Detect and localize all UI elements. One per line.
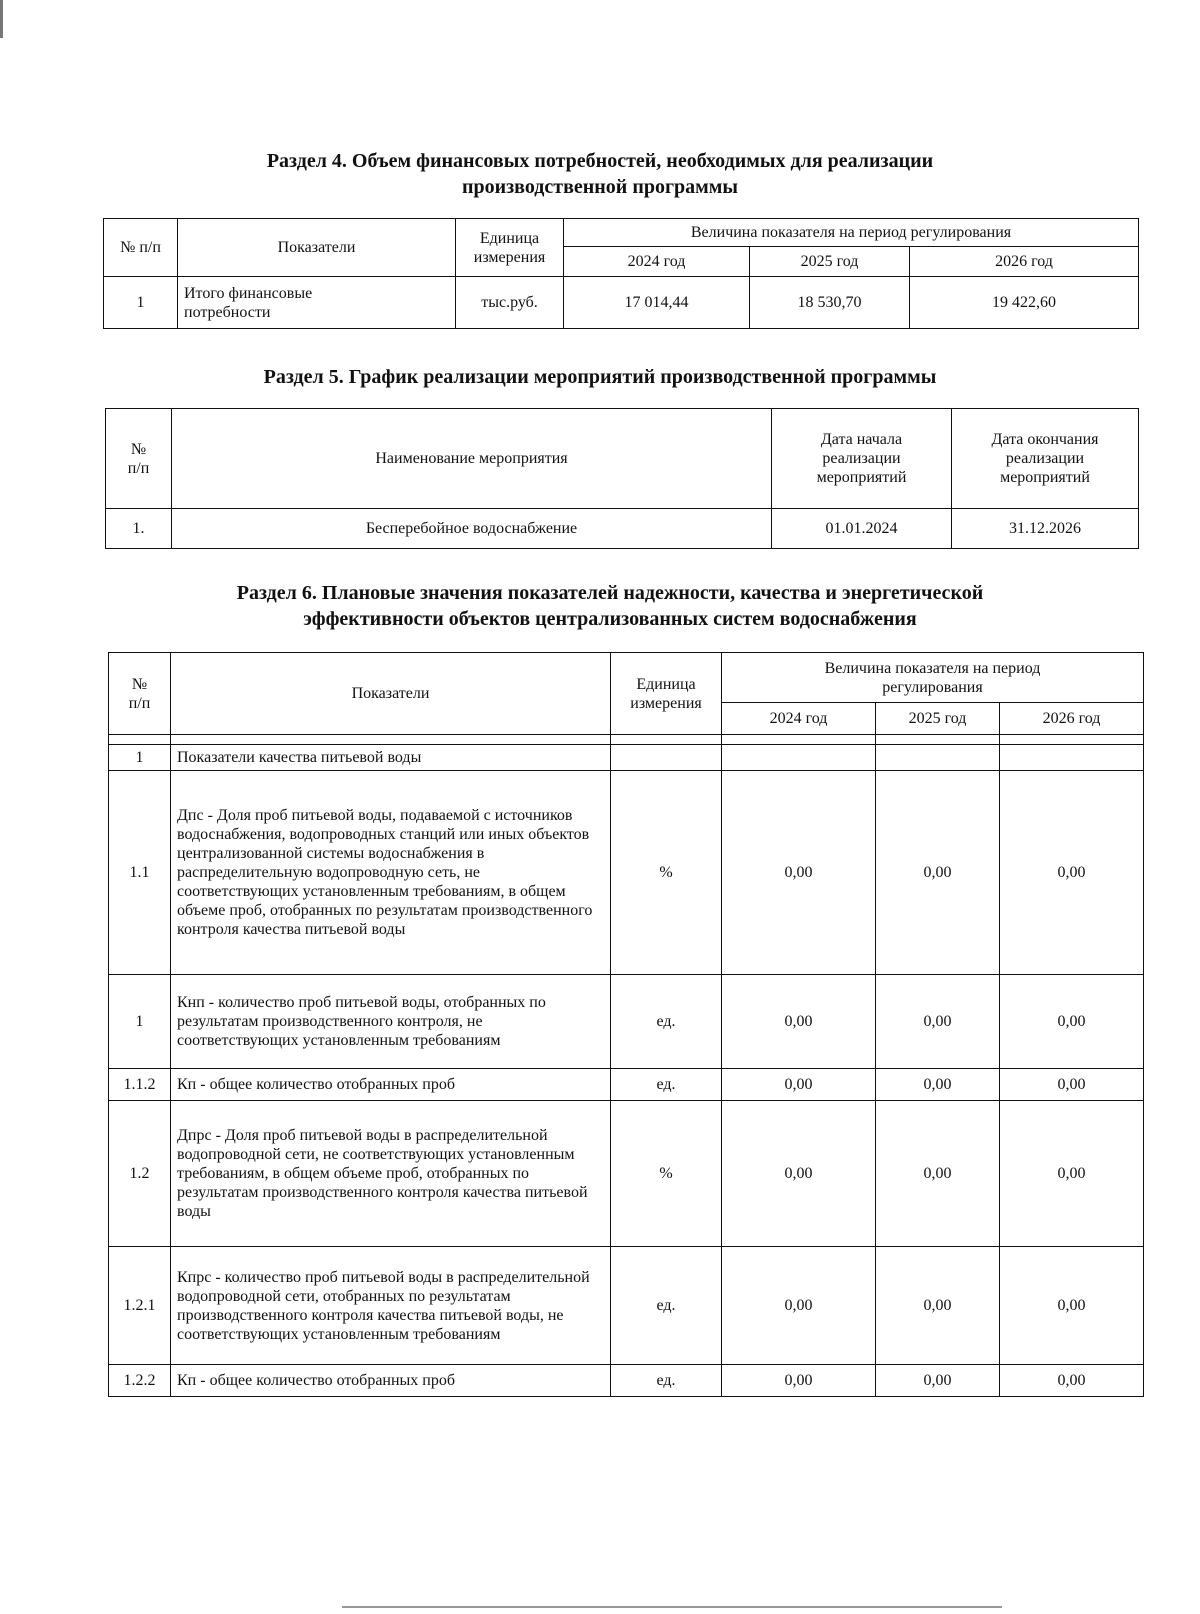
s6-header-num-line2: п/п bbox=[128, 694, 151, 712]
s4-header-2024: 2024 год bbox=[564, 247, 750, 277]
s4-row-name-line2: потребности bbox=[184, 303, 271, 321]
table-row bbox=[104, 277, 1139, 329]
s6-row-2024: 0,00 bbox=[722, 1365, 876, 1397]
spacer-cell bbox=[109, 735, 171, 745]
s6-row-2025: 0,00 bbox=[876, 771, 1000, 975]
s6-row-2024: 0,00 bbox=[722, 975, 876, 1069]
s4-header-period: Величина показателя на период регулирования bbox=[564, 219, 1139, 247]
section6-title bbox=[150, 580, 1070, 632]
section4-title-line2: производственной программы bbox=[461, 176, 739, 198]
s4-header-2026: 2026 год bbox=[910, 247, 1139, 277]
s6-header-2026: 2026 год bbox=[1000, 703, 1144, 735]
s6-row-unit: ед. bbox=[611, 1069, 722, 1101]
spacer-cell bbox=[722, 735, 876, 745]
s6-row-2026: 0,00 bbox=[1000, 1101, 1144, 1247]
s6-row-2026: 0,00 bbox=[1000, 771, 1144, 975]
s6-row-name: Кнп - количество проб питьевой воды, отобранных по результатам производственного контроля, не соответствующих установленным требованиям bbox=[171, 975, 611, 1069]
scan-bottom-line bbox=[342, 1606, 1002, 1608]
s5-header-start-line1: Дата начала bbox=[820, 431, 903, 448]
section5-title: Раздел 5. График реализации мероприятий производственной программы bbox=[263, 366, 937, 388]
spacer-cell bbox=[876, 735, 1000, 745]
s5-header-start bbox=[772, 409, 952, 509]
s6-header-unit-line1: Единица bbox=[636, 675, 696, 693]
s5-header-num-line1: № bbox=[130, 440, 147, 458]
s6-row-2024: 0,00 bbox=[722, 771, 876, 975]
spacer-cell bbox=[1000, 735, 1144, 745]
s4-row-2024: 17 014,44 bbox=[564, 277, 750, 329]
s6-row-unit bbox=[611, 745, 722, 771]
s6-row-unit: ед. bbox=[611, 1247, 722, 1365]
s6-row-name: Показатели качества питьевой воды bbox=[171, 745, 611, 771]
s4-header-unit-line1: Единица bbox=[479, 229, 540, 247]
s6-row-num: 1.1 bbox=[109, 771, 171, 975]
s6-row-2024: 0,00 bbox=[722, 1101, 876, 1247]
s6-header-unit-line2: измерения bbox=[630, 694, 702, 712]
s5-header-start-line2: реализации bbox=[822, 450, 901, 467]
s6-header-num-line1: № bbox=[131, 675, 148, 693]
s4-header-indicators: Показатели bbox=[178, 219, 456, 277]
s4-row-num: 1 bbox=[104, 277, 178, 329]
s5-row-start: 01.01.2024 bbox=[772, 509, 952, 549]
s5-header-end bbox=[952, 409, 1139, 509]
s4-row-unit: тыс.руб. bbox=[456, 277, 564, 329]
s4-row-name bbox=[178, 277, 456, 329]
s6-header-period-line1: Величина показателя на период bbox=[824, 659, 1041, 677]
s6-row-2025: 0,00 bbox=[876, 1069, 1000, 1101]
s6-header-2025: 2025 год bbox=[876, 703, 1000, 735]
s6-row-2025: 0,00 bbox=[876, 1101, 1000, 1247]
s4-header-2025: 2025 год bbox=[750, 247, 910, 277]
table-row bbox=[109, 1101, 1144, 1247]
s6-row-name: Кпрс - количество проб питьевой воды в распределительной водопроводной сети, отобранных по результатам производственного контроля качества питьевой воды, не соответствующих установленным требованиям bbox=[171, 1247, 611, 1365]
s6-row-2024: 0,00 bbox=[722, 1247, 876, 1365]
s6-header-2024: 2024 год bbox=[722, 703, 876, 735]
spacer-cell bbox=[171, 735, 611, 745]
s6-row-name: Кп - общее количество отобранных проб bbox=[171, 1365, 611, 1397]
section4-title-line1: Раздел 4. Объем финансовых потребностей, необходимых для реализации bbox=[266, 150, 934, 172]
s6-row-2024: 0,00 bbox=[722, 1069, 876, 1101]
s4-header-num: № п/п bbox=[104, 219, 178, 277]
s4-header-unit bbox=[456, 219, 564, 277]
section6-table bbox=[108, 652, 1144, 1397]
s5-header-name: Наименование мероприятия bbox=[172, 409, 772, 509]
s6-row-unit: ед. bbox=[611, 975, 722, 1069]
s6-row-num: 1.1.2 bbox=[109, 1069, 171, 1101]
s4-header-unit-line2: измерения bbox=[473, 248, 546, 266]
s5-header-start-line3: мероприятий bbox=[816, 469, 907, 486]
s4-row-2025: 18 530,70 bbox=[750, 277, 910, 329]
table-row bbox=[109, 1365, 1144, 1397]
s6-row-2026: 0,00 bbox=[1000, 1247, 1144, 1365]
s5-row-end: 31.12.2026 bbox=[952, 509, 1139, 549]
s6-header-num bbox=[109, 653, 171, 735]
scan-edge-mark bbox=[0, 0, 3, 38]
s5-header-num-line2: п/п bbox=[127, 459, 150, 477]
s6-row-2025 bbox=[876, 745, 1000, 771]
table-row bbox=[109, 771, 1144, 975]
section5-table bbox=[105, 408, 1139, 549]
header-spacer-row bbox=[109, 735, 1144, 745]
table-row bbox=[109, 1069, 1144, 1101]
s6-row-num: 1.2.2 bbox=[109, 1365, 171, 1397]
s5-header-end-line3: мероприятий bbox=[1000, 469, 1090, 486]
s6-row-num: 1.2 bbox=[109, 1101, 171, 1247]
s5-row-name: Бесперебойное водоснабжение bbox=[172, 509, 772, 549]
s6-header-unit bbox=[611, 653, 722, 735]
s6-row-2025: 0,00 bbox=[876, 975, 1000, 1069]
section4-table bbox=[103, 218, 1139, 329]
s6-row-unit: % bbox=[611, 771, 722, 975]
section6-title-line2: эффективности объектов централизованных систем водоснабжения bbox=[303, 608, 917, 630]
s6-row-2025: 0,00 bbox=[876, 1365, 1000, 1397]
s4-row-2026: 19 422,60 bbox=[910, 277, 1139, 329]
table-row bbox=[109, 975, 1144, 1069]
s6-row-num: 1.2.1 bbox=[109, 1247, 171, 1365]
table-row bbox=[109, 1247, 1144, 1365]
s6-row-unit: ед. bbox=[611, 1365, 722, 1397]
s6-row-2026: 0,00 bbox=[1000, 975, 1144, 1069]
s6-row-2025: 0,00 bbox=[876, 1247, 1000, 1365]
s6-row-num: 1 bbox=[109, 745, 171, 771]
s6-row-name: Кп - общее количество отобранных проб bbox=[171, 1069, 611, 1101]
s6-row-name: Дпрс - Доля проб питьевой воды в распределительной водопроводной сети, не соответствующих установленным требованиям, в общем объеме проб, отобранных по результатам производственного контроля качества питьевой воды bbox=[171, 1101, 611, 1247]
s5-row-num: 1. bbox=[106, 509, 172, 549]
s4-row-name-line1: Итого финансовые bbox=[184, 284, 313, 302]
s5-header-end-line2: реализации bbox=[1005, 450, 1085, 467]
s6-header-period-line2: регулирования bbox=[882, 678, 983, 696]
s5-header-num bbox=[106, 409, 172, 509]
s6-row-num: 1 bbox=[109, 975, 171, 1069]
table-row bbox=[109, 745, 1144, 771]
s6-header-indicators: Показатели bbox=[171, 653, 611, 735]
s6-row-2026: 0,00 bbox=[1000, 1069, 1144, 1101]
s6-row-2026: 0,00 bbox=[1000, 1365, 1144, 1397]
s6-row-2026 bbox=[1000, 745, 1144, 771]
s6-row-name: Дпс - Доля проб питьевой воды, подаваемой с источников водоснабжения, водопроводных станций или иных объектов централизованной системы водоснабжения в распределительную водопроводную сеть, не соответствующих установленным требованиям, в общем объеме проб, отобранных по результатам производственного контроля качества питьевой воды bbox=[171, 771, 611, 975]
section4-title bbox=[160, 148, 1040, 200]
s5-header-end-line1: Дата окончания bbox=[991, 431, 1099, 448]
s6-header-period bbox=[722, 653, 1144, 703]
spacer-cell bbox=[611, 735, 722, 745]
s6-row-unit: % bbox=[611, 1101, 722, 1247]
table-row bbox=[106, 509, 1139, 549]
section6-title-line1: Раздел 6. Плановые значения показателей надежности, качества и энергетической bbox=[236, 582, 984, 604]
s6-row-2024 bbox=[722, 745, 876, 771]
